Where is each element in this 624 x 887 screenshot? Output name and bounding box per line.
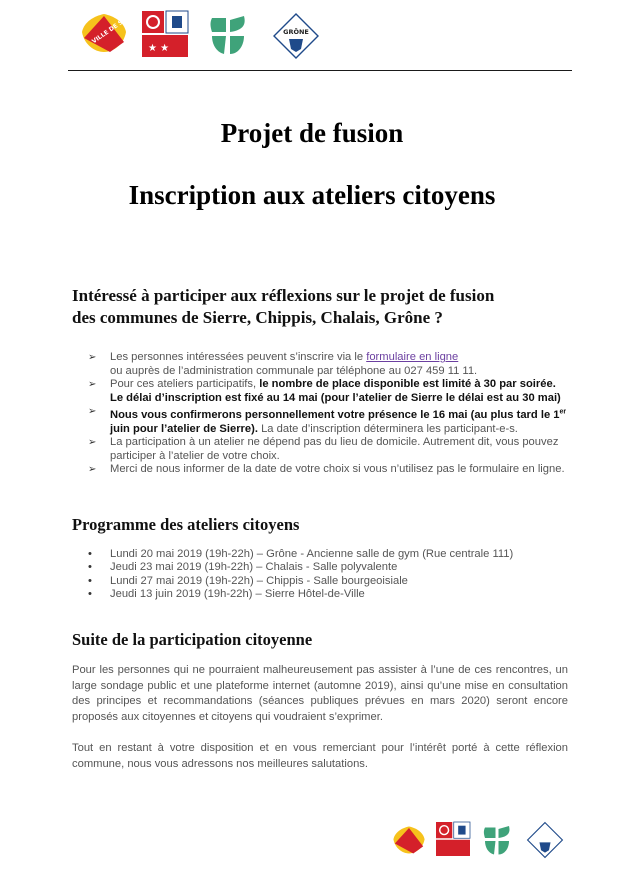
programme-heading: Programme des ateliers citoyens: [72, 515, 300, 534]
list-item: ➢ Les personnes intéressées peuvent s’inscrire via le formulaire en ligne ou auprès de l’administration communale par téléphone au 027 459 11 11.: [88, 351, 478, 377]
grone-logo-small: [526, 821, 564, 859]
chalais-logo-small: [482, 824, 512, 858]
grone-logo: [272, 12, 320, 60]
arrow-bullet-icon: ➢: [88, 352, 97, 363]
title-projet-fusion: Projet de fusion: [220, 118, 404, 148]
list-item: • Lundi 20 mai 2019 (19h-22h) – Grône - Ancienne salle de gym (Rue centrale 111): [88, 548, 514, 560]
info-list: [88, 351, 572, 477]
arrow-bullet-icon: ➢: [88, 406, 97, 418]
suite-heading: Suite de la participation citoyenne: [72, 630, 313, 649]
list-item: ➢ Nous vous confirmerons personnellement votre présence le 16 mai (au plus tard le 1er juin pour l’atelier de Sierre). La date d’inscription déterminera les participant-e-s.: [88, 406, 567, 435]
suite-paragraph-2: Tout en restant à votre disposition et en vous remerciant pour l’intérêt porté à cette réflexion commune, nous vous adressons nos meilleures salutations.: [72, 742, 568, 770]
question-heading: Intéressé à participer aux réflexions sur le projet de fusion des communes de Sierre, Chippis, Chalais, Grône ?: [72, 286, 495, 327]
svg-text:GRÔNE: GRÔNE: [283, 28, 309, 36]
list-item: ➢ Pour ces ateliers participatifs, le nombre de place disponible est limité à 30 par soirée. Le délai d’inscription est fixé au 14 mai (pour l’atelier de Sierre le délai est au 30 mai): [88, 378, 561, 404]
arrow-bullet-icon: ➢: [88, 464, 97, 476]
sierre-logo-small: [392, 823, 426, 857]
chippis-logo-small: [436, 822, 470, 856]
header-rule: [68, 70, 572, 71]
svg-text:VILLE DE SIERRE: VILLE DE SIERRE: [90, 7, 141, 46]
list-item: • Jeudi 23 mai 2019 (19h-22h) – Chalais - Salle polyvalente: [88, 561, 398, 574]
title-inscription: Inscription aux ateliers citoyens: [128, 180, 496, 210]
chippis-logo: [142, 11, 188, 57]
list-item: ➢ La participation à un atelier ne dépend pas du lieu de domicile. Autrement dit, vous pouvez participer à l’atelier de votre choix.: [88, 436, 559, 462]
arrow-bullet-icon: ➢: [88, 437, 97, 449]
chalais-logo: [208, 14, 248, 58]
arrow-bullet-icon: ➢: [88, 379, 97, 391]
list-item: ➢ Merci de nous informer de la date de votre choix si vous n’utilisez pas le formulaire en ligne.: [88, 463, 565, 476]
list-item: • Jeudi 13 juin 2019 (19h-22h) – Sierre Hôtel-de-Ville: [88, 588, 365, 601]
svg-text:★ ★: ★ ★: [148, 43, 170, 54]
programme-list: [88, 548, 568, 602]
suite-paragraph-1: Pour les personnes qui ne pourraient malheureusement pas assister à l’une de ces rencontres, un large sondage public et une plateforme internet (automne 2019), ainsi qu’une mise en consultation des principes et recommandations (séances publiques prévues en mars 2020) seront encore proposés aux citoyennes et citoyens qui voudraient s’exprimer.: [72, 664, 568, 723]
list-item: • Lundi 27 mai 2019 (19h-22h) – Chippis - Salle bourgeoisiale: [88, 574, 408, 587]
sierre-logo: [80, 7, 141, 54]
formulaire-link[interactable]: formulaire en ligne: [366, 351, 459, 363]
